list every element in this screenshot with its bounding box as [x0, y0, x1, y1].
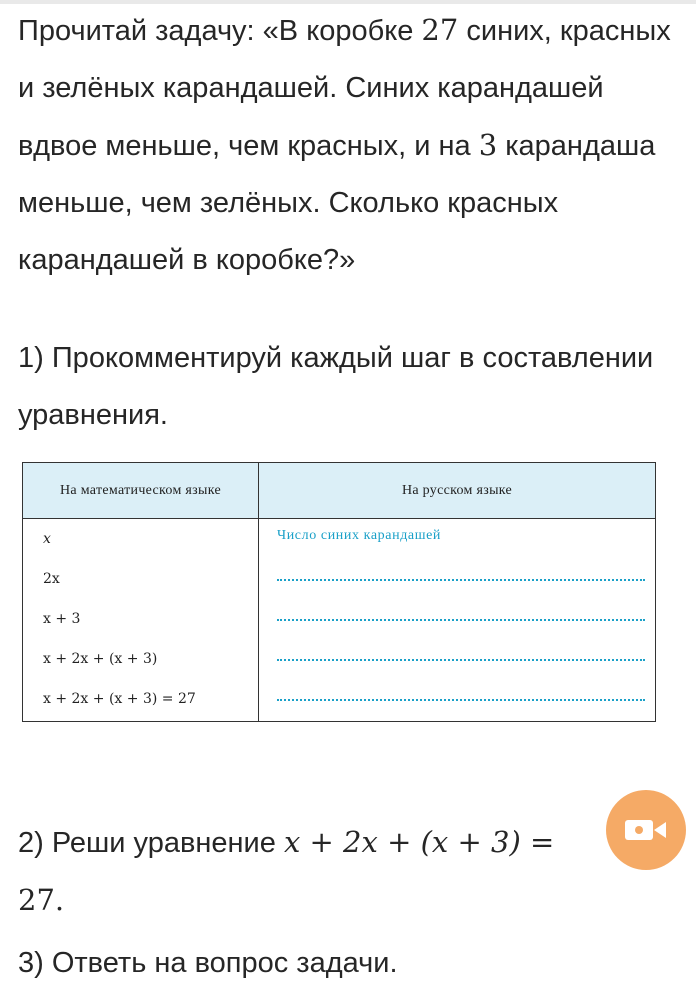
equation-lhs: x + 2x + (x + 3) =: [283, 825, 555, 859]
math-expression: x: [43, 531, 51, 547]
intro-number-27: 27: [421, 13, 459, 47]
table-row: [23, 519, 655, 559]
header-russian-language: На русском языке: [401, 483, 513, 498]
equation-rhs: 27.: [18, 883, 65, 917]
intro-text-1: Прочитай задачу: «В коробке: [18, 15, 422, 47]
workbook-table: [22, 462, 656, 722]
step-2-label: 2) Реши уравнение: [18, 827, 284, 859]
step-1-text: 1) Прокомментируй каждый шаг в составлении уравнения.: [18, 342, 654, 431]
step-3-text: 3) Ответь на вопрос задачи.: [18, 947, 398, 979]
intro-text-2: синих, красных и зелёных карандашей. Синих карандашей вдвое меньше, чем красных, и на: [18, 15, 671, 162]
table-row: [23, 559, 655, 599]
math-expression: x + 2x + (x + 3) = 27: [43, 691, 196, 707]
table-row: [23, 639, 655, 679]
table-header: [23, 463, 655, 519]
answer-blank-line[interactable]: [277, 699, 645, 701]
intro-number-3: 3: [478, 128, 498, 162]
math-expression: x + 2x + (x + 3): [43, 651, 158, 667]
math-expression: x + 3: [43, 611, 81, 627]
math-expression: 2x: [43, 571, 60, 587]
table-row: [23, 679, 655, 719]
answer-blank-line[interactable]: [277, 619, 645, 621]
answer-blank-line[interactable]: [277, 579, 645, 581]
video-call-button[interactable]: [606, 790, 686, 870]
problem-statement: [18, 2, 678, 289]
table-row: [23, 599, 655, 639]
answer-blank-line[interactable]: [277, 659, 645, 661]
step-2-text: [18, 814, 678, 930]
intro-text-3: карандаша меньше, чем зелёных. Сколько красных карандашей в коробке?»: [18, 130, 656, 276]
header-math-language: На математическом языке: [60, 483, 221, 498]
video-camera-icon: [623, 815, 669, 845]
answer-text: Число синих карандашей: [277, 528, 442, 543]
